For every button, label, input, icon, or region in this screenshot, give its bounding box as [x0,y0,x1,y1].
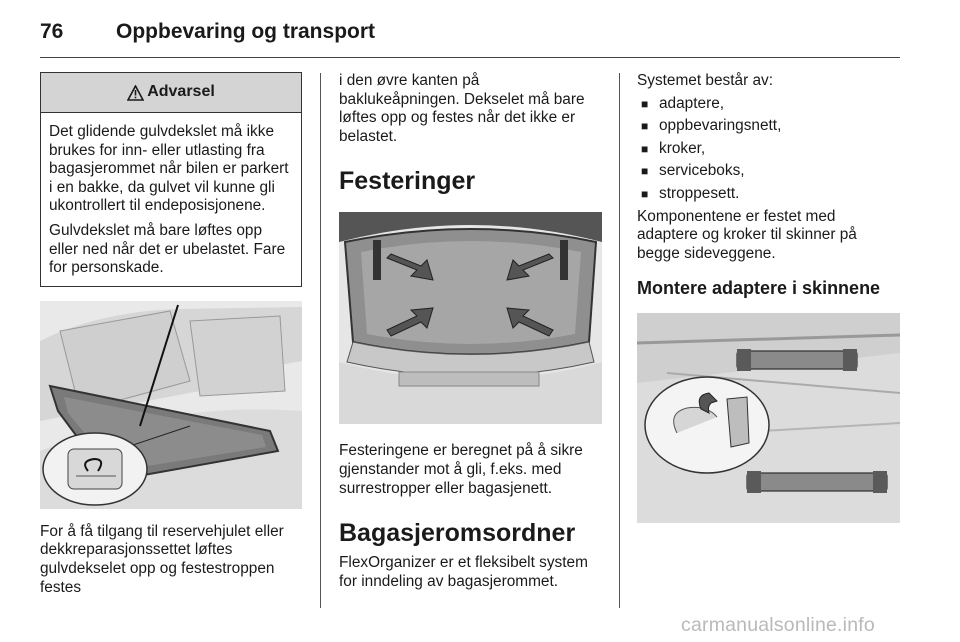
column-divider [619,73,620,608]
lashing-eyes-illustration [339,212,602,424]
column-1 [40,72,302,597]
section-heading: Festeringer [339,167,476,196]
warning-header [41,73,301,113]
warning-triangle-icon [127,85,144,101]
header-rule [40,57,900,58]
chapter-title: Oppbevaring og transport [116,20,376,43]
subheading: Montere adaptere i skinnene [637,278,881,299]
page-number: 76 [40,20,64,43]
component-text: Komponentene er festet med adaptere og kroker til skinner på begge sideveggene. [637,207,857,262]
warning-title: Advarsel [147,83,215,101]
festeringer-text: Festeringene er beregnet på å sikre gjenstander mot å gli, f.eks. med surrestropper eller bagasjenett. [339,442,583,497]
floor-cover-illustration [40,301,302,509]
warning-box [40,72,302,287]
list-item: ■ kroker, [637,140,900,159]
warning-body [41,113,301,286]
page-header [40,20,375,46]
list-item: ■ stroppesett. [637,185,900,204]
section-heading-bagasjeromsordner: Bagasjeromsordner [339,519,576,548]
list-item: ■ adaptere, [637,95,900,114]
column-divider [320,73,321,608]
intro-text: Systemet består av: [637,72,774,89]
component-list [637,95,900,204]
body-text: For å få tilgang til reservehjulet eller dekkreparasjonssettet løftes gulvdekselet opp og festestroppen festes [40,522,284,596]
list-item: ■ oppbevaringsnett, [637,117,900,136]
ordner-text: FlexOrganizer er et fleksibelt system for inndeling av bagasjerommet. [339,554,588,590]
watermark: carmanualsonline.info [681,614,875,636]
list-item: ■ serviceboks, [637,162,900,181]
warning-paragraph: Gulvdekslet må bare løftes opp eller ned når det er ubelastet. Fare for personskade. [49,221,286,277]
adapter-rail-illustration [637,313,900,523]
warning-paragraph: Det glidende gulvdekslet må ikke brukes for inn- eller utlasting fra bagasjerommet når bilen er parkert i en bakke, da gulvet vil kunne gli ukontrollert til endeposisjonene. [49,123,289,215]
column-2 [339,72,602,591]
column-3 [637,72,900,523]
continued-text: i den øvre kanten på baklukeåpningen. Dekselet må bare løftes opp og festes når det ikke er belastet. [339,72,585,145]
